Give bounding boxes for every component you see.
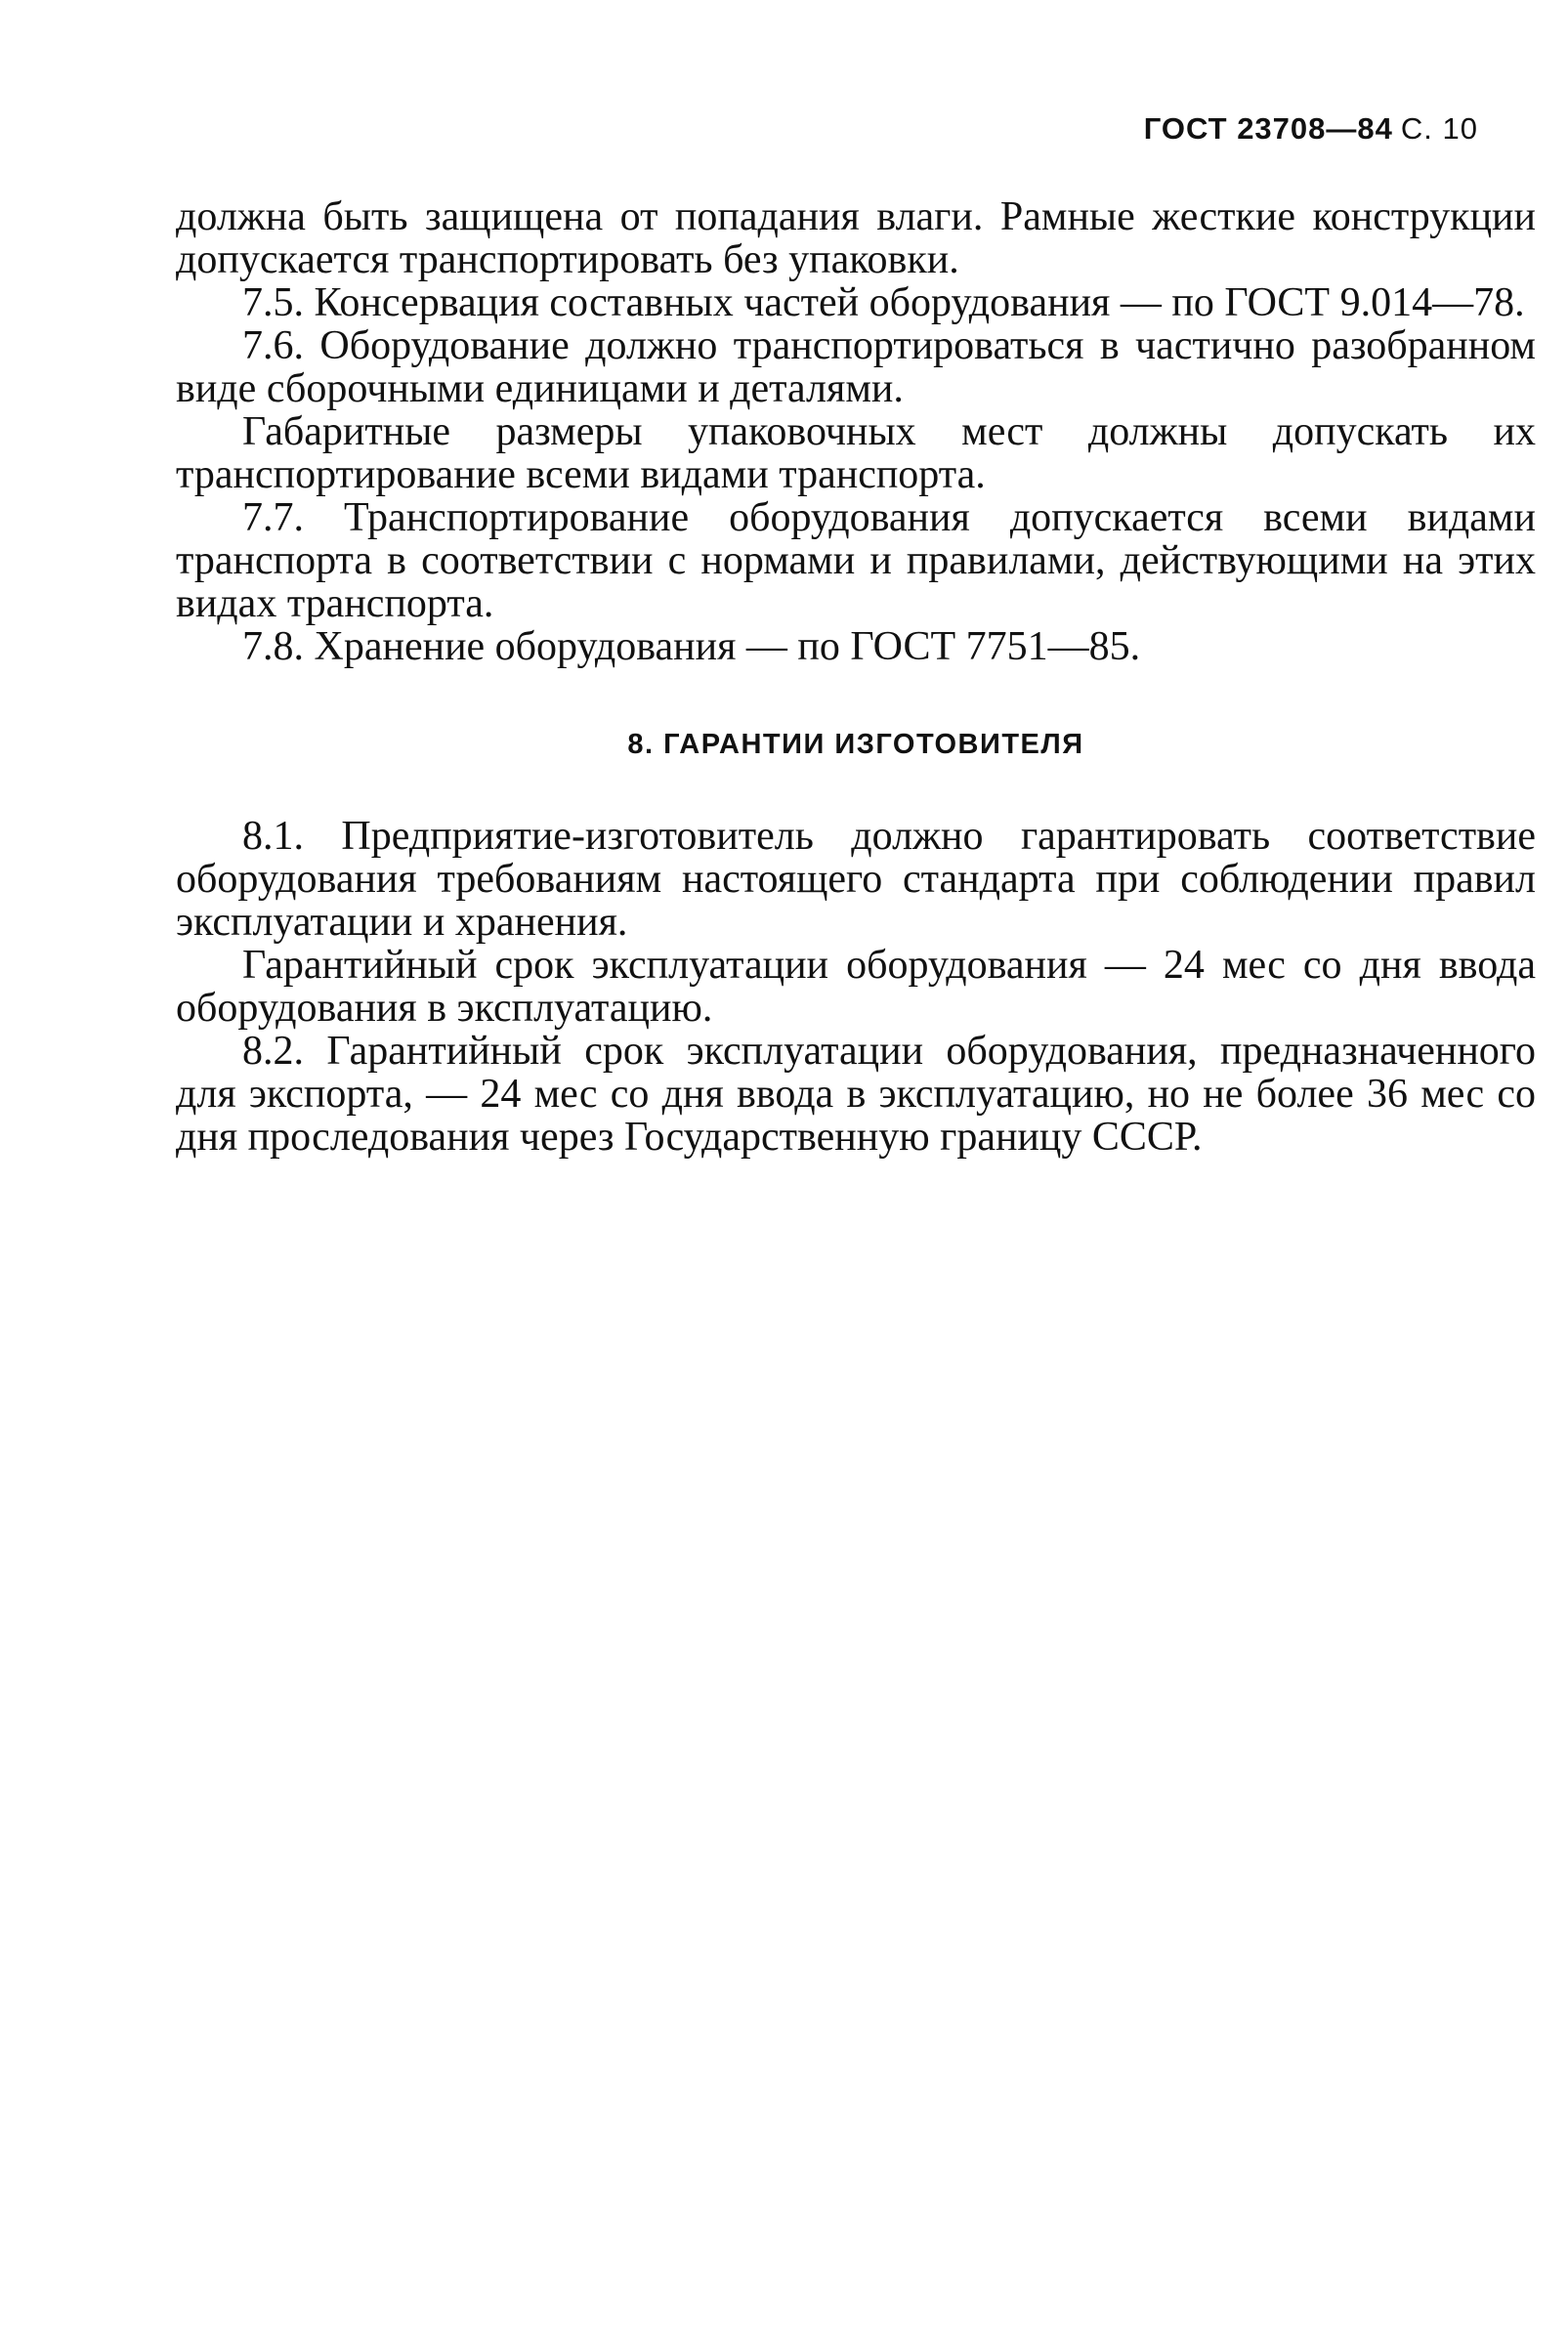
paragraph-7-7: 7.7. Транспортирование оборудования допускается всеми видами транспорта в соответствии с нормами и правилами, действующими на этих видах транспорта. [176, 495, 1536, 626]
running-header [1144, 111, 1478, 147]
paragraph-7-6: 7.6. Оборудование должно транспортироваться в частично разобранном виде сборочными единицами и деталями. [176, 323, 1536, 411]
document-body [176, 195, 1536, 1159]
document-code: ГОСТ 23708—84 [1143, 111, 1393, 146]
paragraph-7-8: 7.8. Хранение оборудования — по ГОСТ 7751—85. [242, 624, 1141, 669]
paragraph-continuation: должна быть защищена от попадания влаги. Рамные жесткие конструкции допускается транспортировать без упаковки. [176, 194, 1536, 282]
paragraph-8-2: 8.2. Гарантийный срок эксплуатации оборудования, предназначенного для экспорта, — 24 мес со дня ввода в эксплуатацию, но не более 36 мес со дня проследования через Государственную границу СССР. [176, 1029, 1536, 1160]
paragraph-8-1-warranty-term: Гарантийный срок эксплуатации оборудования — 24 мес со дня ввода оборудования в эксплуатацию. [176, 943, 1536, 1031]
section-heading-8: 8. ГАРАНТИИ ИЗГОТОВИТЕЛЯ [627, 729, 1084, 760]
paragraph-8-1: 8.1. Предприятие-изготовитель должно гарантировать соответствие оборудования требованиям настоящего стандарта при соблюдении правил эксплуатации и хранения. [176, 814, 1536, 945]
paragraph-7-5: 7.5. Консервация составных частей оборудования — по ГОСТ 9.014—78. [242, 280, 1525, 325]
page-number: С. 10 [1400, 111, 1478, 146]
paragraph-7-6-dimensions: Габаритные размеры упаковочных мест должны допускать их транспортирование всеми видами транспорта. [176, 409, 1536, 497]
